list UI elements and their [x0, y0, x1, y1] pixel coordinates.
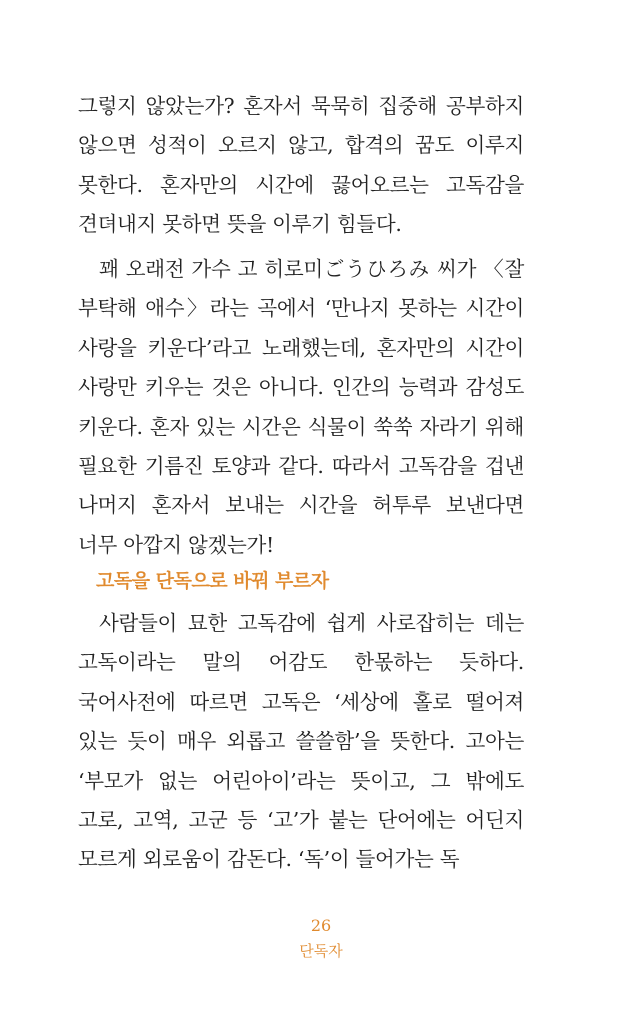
running-title: 단독자 — [299, 942, 343, 960]
section-body — [78, 604, 524, 880]
paragraph-hiromi — [78, 250, 524, 565]
section-heading: 고독을 단독으로 바꿔 부르자 — [96, 570, 329, 592]
body-paragraph-2: 꽤 오래전 가수 고 히로미ごうひろみ 씨가 〈잘 부탁해 애수〉라는 곡에서 ‘만나지 못하는 시간이 사랑을 키운다’라고 노래했는데, 혼자만의 시간이 사랑만 키우는 것은 아니다. 인간의 능력과 감성도 키운다. 혼자 있는 시간은 식물이 쑥쑥 자라기 위해 필요한 기름진 토양과 같다. 따라서 고독감을 겁낸 나머지 혼자서 보내는 시간을 허투루 보낸다면 너무 아깝지 않겠는가! — [78, 257, 524, 557]
section-paragraph: 사람들이 묘한 고독감에 쉽게 사로잡히는 데는 고독이라는 말의 어감도 한몫하는 듯하다. 국어사전에 따르면 고독은 ‘세상에 홀로 떨어져 있는 듯이 매우 외롭고 쓸쓸함’을 뜻한다. 고아는 ‘부모가 없는 어린아이’라는 뜻이고, 그 밖에도 고로, 고역, 고군 등 ‘고’가 붙는 단어에는 어딘지 모르게 외로움이 감돈다. ‘독’이 들어가는 독 — [78, 611, 524, 872]
body-paragraph-1: 그렇지 않았는가? 혼자서 묵묵히 집중해 공부하지 않으면 성적이 오르지 않고, 합격의 꿈도 이루지 못한다. 혼자만의 시간에 끓어오르는 고독감을 견뎌내지 못하면 뜻을 이루기 힘들다. — [78, 94, 524, 237]
page-number: 26 — [310, 916, 332, 935]
paragraph-continued — [78, 87, 524, 245]
